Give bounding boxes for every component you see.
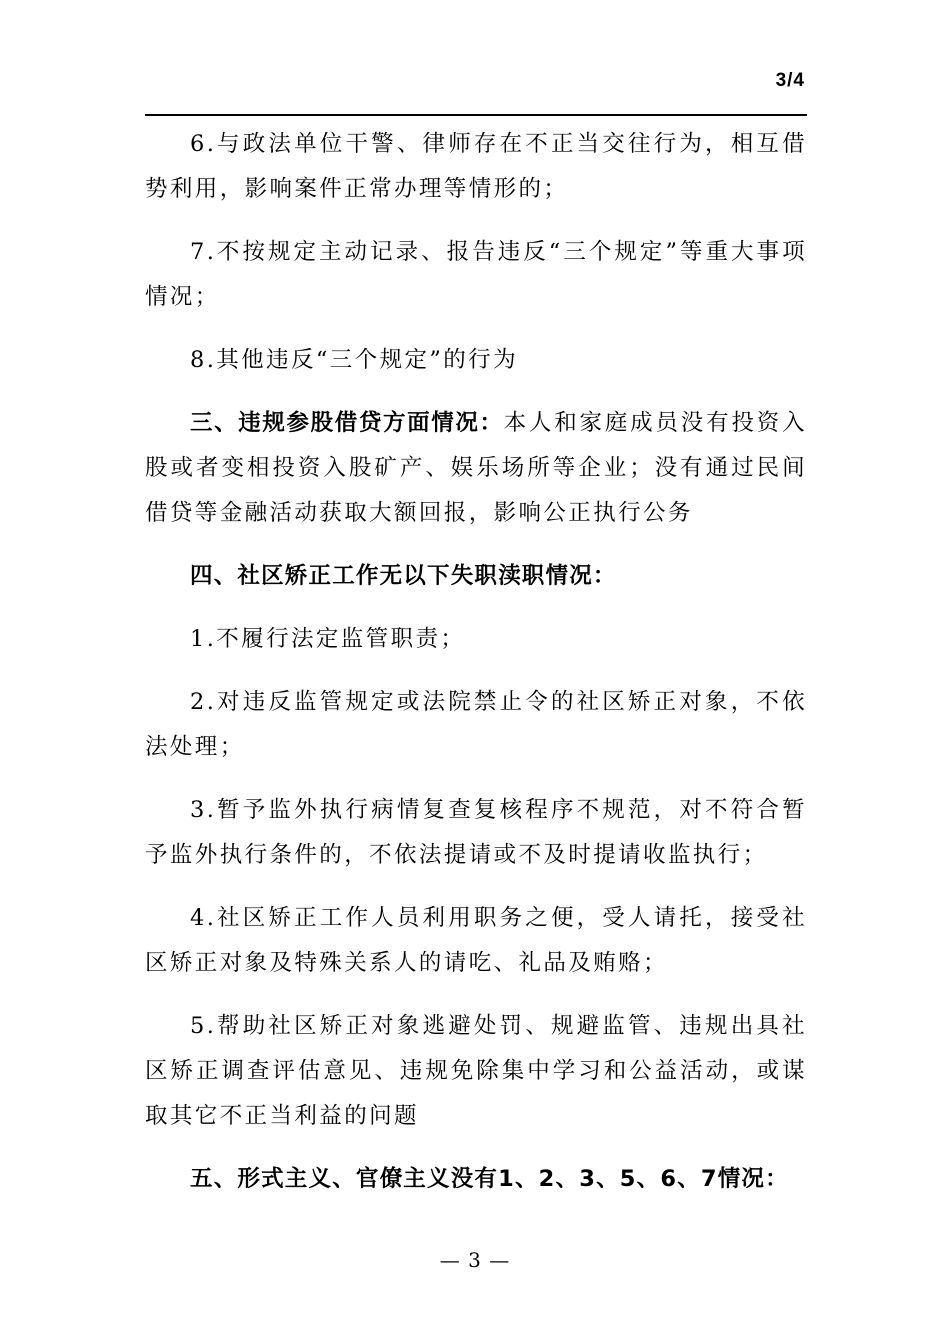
page-counter: 3/4 (775, 70, 805, 91)
paragraph-item-1: 1.不履行法定监管职责； (190, 626, 466, 652)
section-three-body: 本人和家庭成员没有投资入股或者变相投资入股矿产、娱乐场所等企业；没有通过民间借贷等金融活动获取大额回报，影响公正执行公务 (145, 410, 807, 526)
section-four-heading: 四、社区矫正工作无以下失职渎职情况： (190, 563, 617, 589)
paragraph-item-8: 8.其他违反“三个规定”的行为 (190, 347, 518, 373)
paragraph-item-2: 2.对违反监管规定或法院禁止令的社区矫正对象，不依法处理； (145, 689, 807, 760)
section-five-paragraph (145, 1157, 807, 1202)
document-body (145, 122, 807, 1202)
paragraph-item-5: 5.帮助社区矫正对象逃避处罚、规避监管、违规出具社区矫正调查评估意见、违规免除集中学习和公益活动，或谋取其它不正当利益的问题 (145, 1013, 807, 1129)
paragraph-item-3: 3.暂予监外执行病情复查复核程序不规范，对不符合暂予监外执行条件的，不依法提请或不及时提请收监执行； (145, 797, 807, 868)
paragraph-item-6: 6.与政法单位干警、律师存在不正当交往行为，相互借势利用，影响案件正常办理等情形的； (145, 131, 807, 202)
header-rule (145, 114, 807, 116)
section-five-heading: 五、形式主义、官僚主义没有1、2、3、5、6、7情况： (190, 1166, 789, 1192)
paragraph-item-4: 4.社区矫正工作人员利用职务之便，受人请托，接受社区矫正对象及特殊关系人的请吃、礼品及贿赂； (145, 905, 807, 976)
section-three-heading: 三、违规参股借贷方面情况： (190, 410, 504, 436)
page-number: — 3 — (439, 1248, 511, 1272)
section-three-paragraph (145, 401, 807, 536)
paragraph-item-7: 7.不按规定主动记录、报告违反“三个规定”等重大事项情况； (145, 239, 807, 310)
section-four-paragraph (145, 554, 807, 599)
